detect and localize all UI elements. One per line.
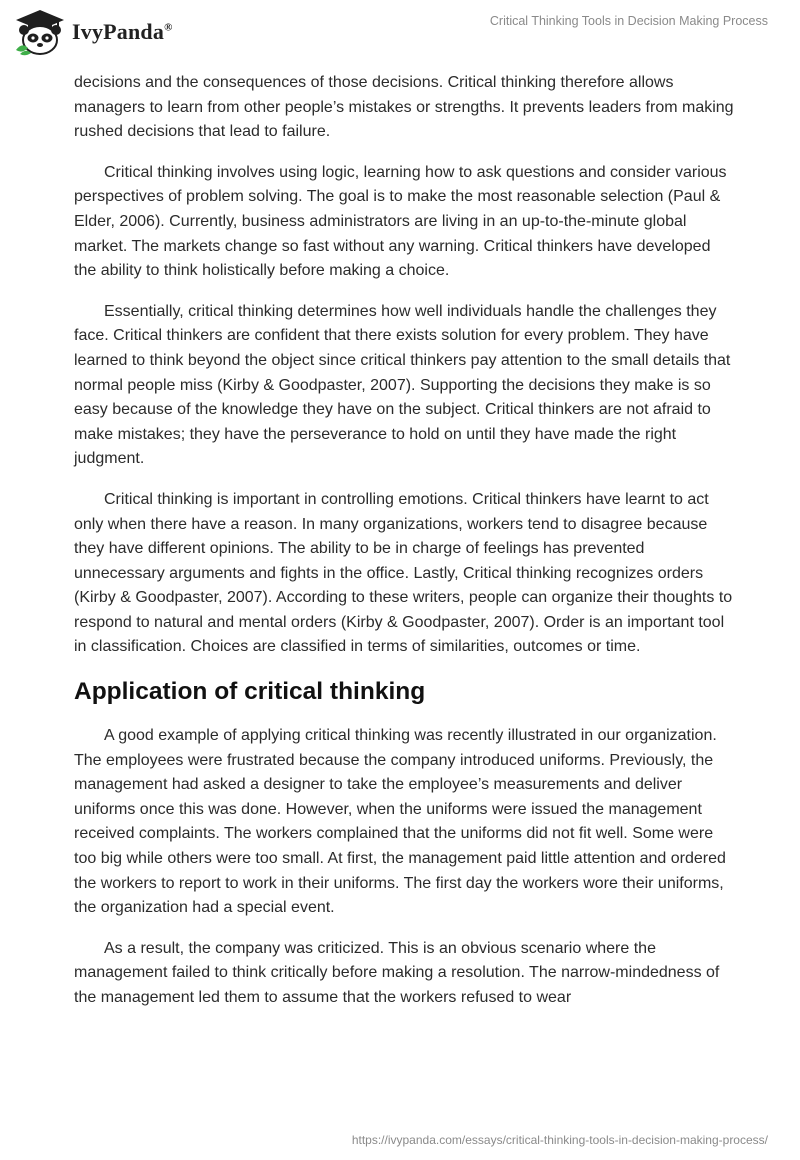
brand-name: IvyPanda® (72, 19, 173, 44)
ivypanda-logo[interactable] (14, 8, 173, 56)
section-heading: Application of critical thinking (74, 678, 426, 706)
paragraph-continued: decisions and the consequences of those decisions. Critical thinking therefore allows managers to learn from other people’s mistakes or strengths. It prevents leaders from making rushed decisions that lead to failure. (74, 74, 734, 141)
paragraph: Critical thinking is important in controlling emotions. Critical thinkers have learnt to act only when there have a reason. In many organizations, workers tend to disagree because they have different opinions. The ability to be in charge of feelings has prevented unnecessary arguments and fights in the office. Lastly, Critical thinking recognizes orders (Kirby & Goodpaster, 2007). According to these writers, people can organize their thoughts to respond to natural and mental orders (Kirby & Goodpaster, 2007). Order is an important tool in classification. Choices are classified in terms of similarities, outcomes or time. (74, 490, 733, 656)
paragraph: A good example of applying critical thinking was recently illustrated in our organization. The employees were frustrated because the company introduced uniforms. Previously, the management had asked a designer to take the employee’s measurements and deliver uniforms once this was done. However, when the uniforms were issued the management received complaints. The workers complained that the uniforms did not fit well. Some were too big while others were too small. At first, the management paid little attention and ordered the workers to report to work in their uniforms. The first day the workers wore their uniforms, the organization had a special event. (74, 727, 726, 917)
paragraph: Essentially, critical thinking determines how well individuals handle the challenges they face. Critical thinkers are confident that there exists solution for every problem. They have learned to think beyond the object since critical thinkers pay attention to the small details that normal people miss (Kirby & Goodpaster, 2007). Supporting the decisions they make is so easy because of the knowledge they have on the subject. Critical thinkers are not afraid to make mistakes; they have the perseverance to hold on until they have made the right judgment. (74, 302, 731, 468)
source-url[interactable]: https://ivypanda.com/essays/critical-thinking-tools-in-decision-making-process/ (351, 1133, 768, 1147)
document-title: Critical Thinking Tools in Decision Making Process (489, 14, 768, 28)
essay-body (74, 71, 734, 1027)
paragraph: As a result, the company was criticized. This is an obvious scenario where the management failed to think critically before making a resolution. The narrow-mindedness of the management led them to assume that the workers refused to wear (74, 939, 720, 1006)
paragraph: Critical thinking involves using logic, learning how to ask questions and consider various perspectives of problem solving. The goal is to make the most reasonable selection (Paul & Elder, 2006). Currently, business administrators are living in an up-to-the-minute global market. The markets change so fast without any warning. Critical thinkers have developed the ability to think holistically before making a choice. (74, 163, 727, 280)
page-header (0, 0, 800, 70)
panda-graduate-icon (14, 8, 66, 56)
